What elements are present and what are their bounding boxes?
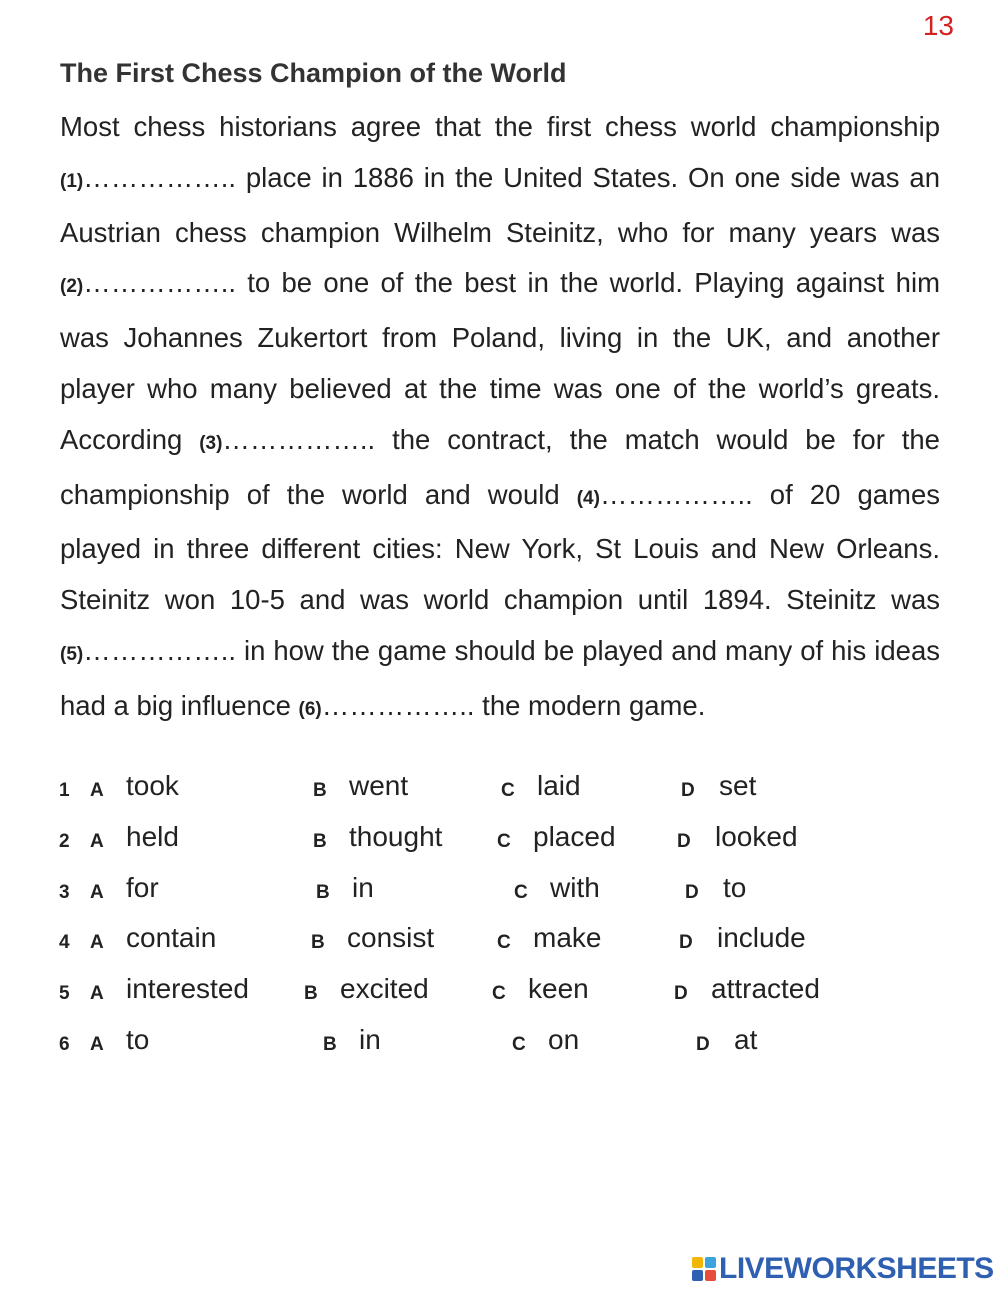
logo-square: [692, 1257, 703, 1268]
question-row-5: [0, 965, 1000, 1016]
option-letter-d: D: [696, 1033, 710, 1055]
option-b[interactable]: thought: [349, 820, 443, 852]
option-letter-c: C: [497, 830, 511, 852]
gap-dots: ……………..: [599, 478, 753, 510]
option-b[interactable]: in: [359, 1023, 381, 1055]
option-c[interactable]: on: [548, 1023, 580, 1055]
gap-dots: ……………..: [222, 423, 376, 455]
page-number: 13: [922, 10, 954, 41]
option-letter-a: A: [90, 1033, 104, 1055]
option-letter-c: C: [497, 932, 511, 954]
option-a[interactable]: contain: [126, 922, 217, 954]
option-letter-d: D: [679, 932, 693, 954]
logo-square: [705, 1257, 716, 1268]
option-d[interactable]: looked: [715, 820, 798, 852]
option-letter-b: B: [323, 1033, 337, 1055]
option-d[interactable]: include: [717, 922, 806, 954]
passage-text: the modern game.: [474, 689, 706, 721]
reading-passage: [60, 102, 940, 736]
option-d[interactable]: set: [719, 770, 757, 801]
gap-number: (4): [576, 487, 600, 509]
option-letter-d: D: [681, 780, 695, 801]
option-a[interactable]: for: [126, 871, 159, 903]
passage-text: in how the game should be played and many of his ideas had a big influence: [60, 634, 940, 721]
option-b[interactable]: excited: [340, 973, 429, 1005]
question-row-2: [0, 813, 1000, 864]
option-d[interactable]: at: [734, 1023, 758, 1055]
gap-dots: ……………..: [83, 161, 237, 193]
question-row-1: [0, 762, 1000, 813]
option-letter-a: A: [90, 932, 104, 954]
option-letter-b: B: [313, 830, 327, 852]
option-c[interactable]: with: [550, 871, 600, 903]
question-number: 5: [59, 983, 70, 1005]
gap-4[interactable]: [577, 479, 753, 510]
gap-2[interactable]: [60, 267, 236, 298]
option-c[interactable]: laid: [537, 770, 581, 801]
option-d[interactable]: attracted: [711, 973, 820, 1005]
option-a[interactable]: held: [126, 820, 179, 852]
option-b[interactable]: in: [352, 871, 374, 903]
gap-dots: ……………..: [83, 634, 237, 666]
option-letter-d: D: [677, 830, 691, 852]
question-number: 1: [59, 780, 70, 801]
option-b[interactable]: went: [349, 770, 409, 801]
option-letter-c: C: [512, 1033, 526, 1055]
multiple-choice-questions: [0, 762, 1000, 1067]
gap-6[interactable]: [299, 690, 475, 721]
liveworksheets-icon: [692, 1257, 716, 1281]
passage-text: of 20 games played in three different cities: New York, St Louis and New Orleans. Steinitz won 10-5 and was world champion until 1894. Steinitz was: [60, 478, 941, 616]
option-letter-b: B: [304, 983, 318, 1005]
gap-dots: ……………..: [321, 689, 475, 721]
passage-text: place in 1886 in the United States. On one side was an Austrian chess champion Wilhelm Steinitz, who for many years was: [60, 161, 940, 248]
option-letter-a: A: [90, 983, 104, 1005]
logo-text: LIVEWORKSHEETS: [719, 1252, 994, 1285]
option-b[interactable]: consist: [347, 922, 435, 954]
option-c[interactable]: make: [533, 922, 602, 954]
option-a[interactable]: to: [126, 1023, 150, 1055]
option-c[interactable]: placed: [533, 820, 616, 852]
option-letter-c: C: [501, 780, 515, 801]
option-letter-b: B: [313, 780, 327, 801]
question-row-3: [0, 864, 1000, 915]
passage-text: the contract, the match would be for the championship of the world and would: [60, 423, 940, 510]
question-number: 3: [59, 881, 70, 903]
gap-number: (1): [60, 170, 84, 192]
option-letter-b: B: [311, 932, 325, 954]
gap-number: (5): [60, 643, 84, 665]
question-number: 4: [59, 932, 70, 954]
logo-square: [692, 1270, 703, 1281]
logo-square: [705, 1270, 716, 1281]
option-letter-c: C: [492, 983, 506, 1005]
option-letter-c: C: [514, 881, 528, 903]
option-letter-a: A: [90, 881, 104, 903]
gap-3[interactable]: [199, 424, 375, 455]
option-letter-a: A: [90, 830, 104, 852]
question-row-6: [0, 1016, 1000, 1067]
passage-text: to be one of the best in the world. Playing against him was Johannes Zukertort from Poland, living in the UK, and another player who many believed at the time was one of the world’s greats. According: [60, 267, 940, 455]
worksheet-title: The First Chess Champion of the World: [60, 58, 567, 88]
option-letter-b: B: [316, 881, 330, 903]
option-letter-d: D: [674, 983, 688, 1005]
gap-number: (6): [298, 698, 322, 720]
question-row-4: [0, 914, 1000, 965]
option-a[interactable]: interested: [126, 973, 249, 1005]
gap-1[interactable]: [60, 162, 236, 193]
gap-number: (2): [60, 276, 84, 298]
option-c[interactable]: keen: [528, 973, 589, 1005]
option-a[interactable]: took: [126, 770, 179, 801]
passage-text: Most chess historians agree that the first chess world championship: [60, 111, 940, 142]
liveworksheets-logo: [692, 1252, 994, 1286]
gap-dots: ……………..: [83, 267, 237, 299]
option-d[interactable]: to: [723, 871, 747, 903]
gap-number: (3): [199, 432, 223, 454]
option-letter-d: D: [685, 881, 699, 903]
question-number: 6: [59, 1033, 70, 1055]
question-number: 2: [59, 830, 70, 852]
option-letter-a: A: [90, 780, 104, 801]
gap-5[interactable]: [60, 635, 236, 666]
